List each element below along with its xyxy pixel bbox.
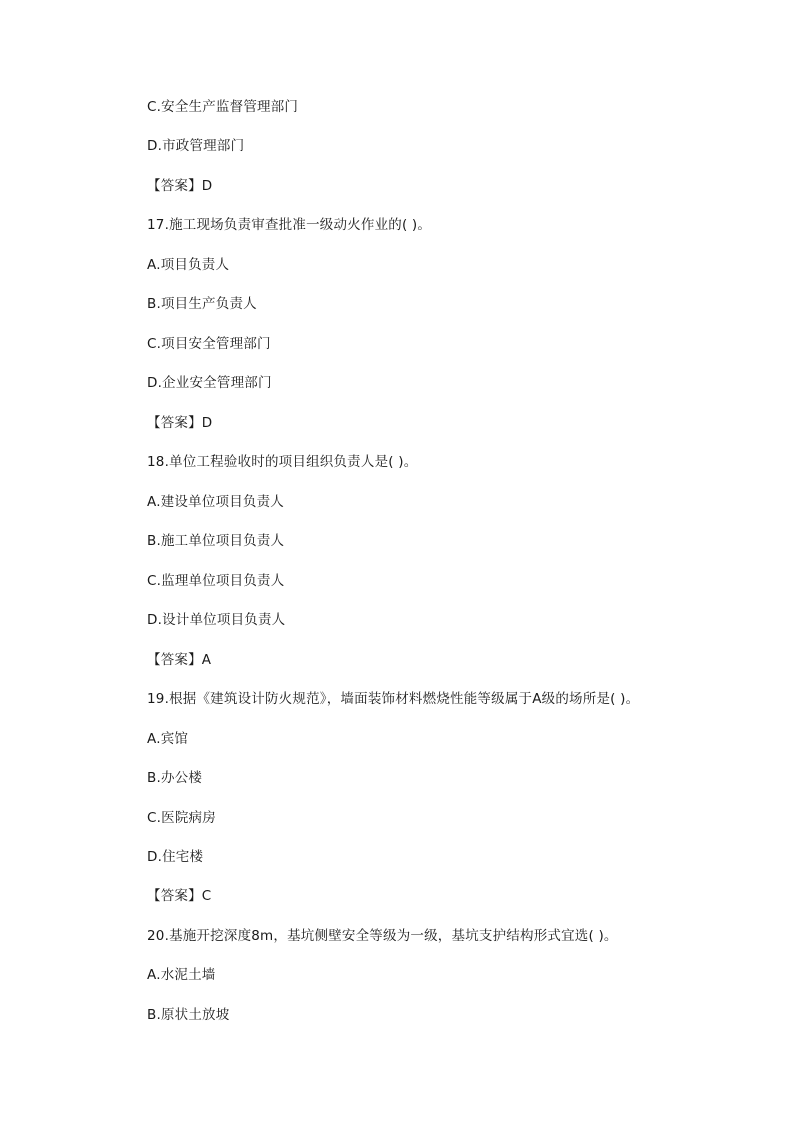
answer-q17: 【答案】D bbox=[147, 415, 213, 431]
option-a-q17: A.项目负责人 bbox=[147, 257, 230, 273]
option-b-q17: B.项目生产负责人 bbox=[147, 296, 257, 312]
answer-q18: 【答案】A bbox=[147, 652, 212, 668]
option-d-q19: D.住宅楼 bbox=[147, 849, 204, 865]
option-d-q17: D.企业安全管理部门 bbox=[147, 375, 272, 391]
option-d-q16: D.市政管理部门 bbox=[147, 138, 245, 154]
option-a-q20: A.水泥土墙 bbox=[147, 967, 216, 983]
option-c-q16: C.安全生产监督管理部门 bbox=[147, 99, 299, 115]
option-d-q18: D.设计单位项目负责人 bbox=[147, 612, 286, 628]
option-a-q19: A.宾馆 bbox=[147, 731, 189, 747]
option-a-q18: A.建设单位项目负责人 bbox=[147, 494, 284, 510]
option-b-q18: B.施工单位项目负责人 bbox=[147, 533, 285, 549]
option-c-q19: C.医院病房 bbox=[147, 810, 216, 826]
option-c-q17: C.项目安全管理部门 bbox=[147, 336, 271, 352]
question-17: 17.施工现场负责审查批准一级动火作业的( )。 bbox=[147, 217, 432, 233]
question-20: 20.基施开挖深度8m，基坑侧壁安全等级为一级，基坑支护结构形式宜选( )。 bbox=[147, 928, 618, 944]
answer-q16: 【答案】D bbox=[147, 178, 213, 194]
question-18: 18.单位工程验收时的项目组织负责人是( )。 bbox=[147, 454, 418, 470]
option-c-q18: C.监理单位项目负责人 bbox=[147, 573, 285, 589]
question-19: 19.根据《建筑设计防火规范》，墙面装饰材料燃烧性能等级属于A级的场所是( )。 bbox=[147, 691, 640, 707]
option-b-q20: B.原状土放坡 bbox=[147, 1007, 230, 1023]
option-b-q19: B.办公楼 bbox=[147, 770, 203, 786]
answer-q19: 【答案】C bbox=[147, 888, 212, 904]
